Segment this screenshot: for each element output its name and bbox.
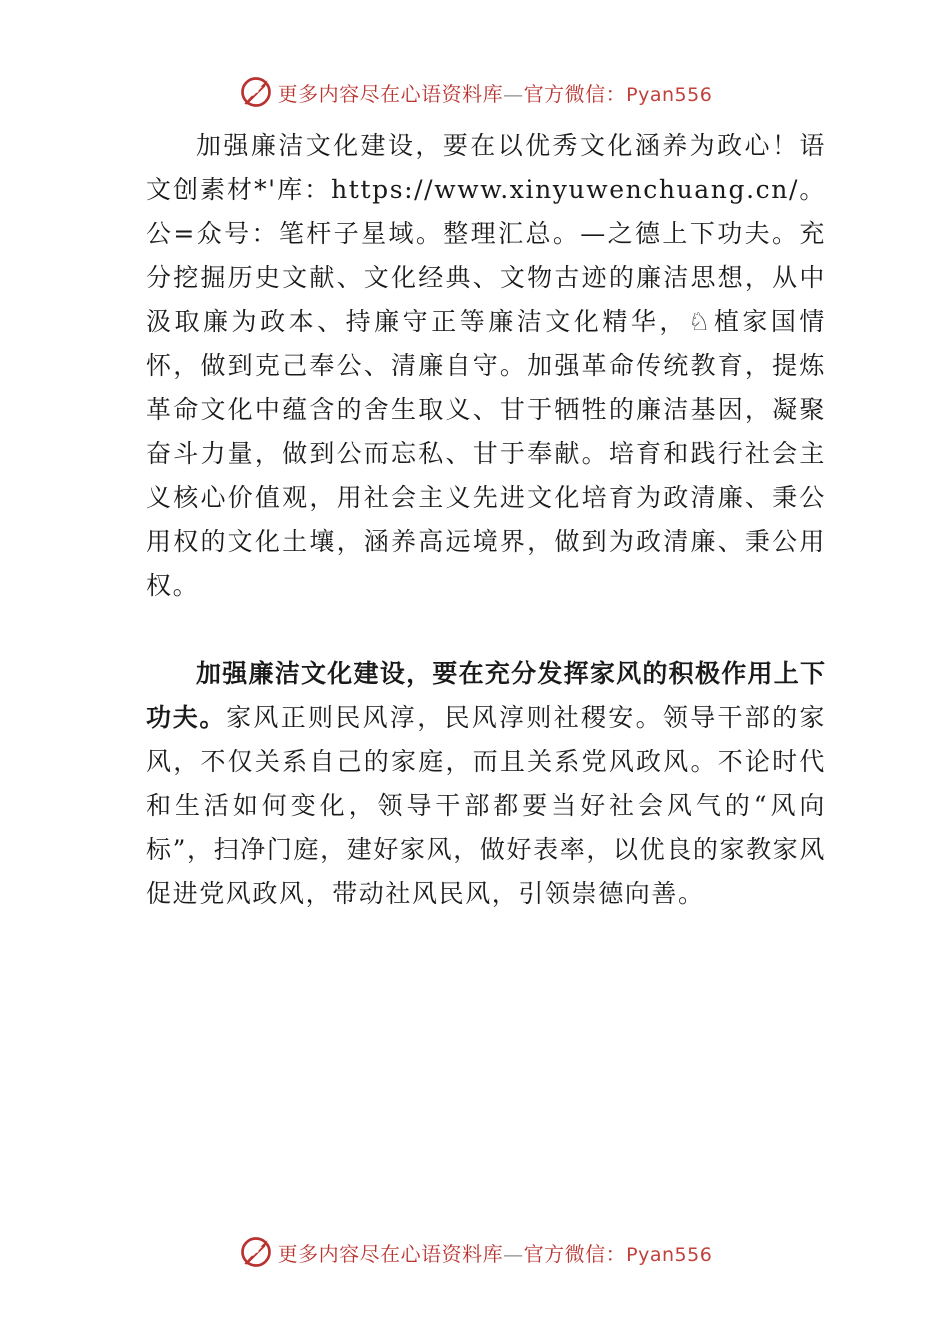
footer-banner xyxy=(0,1232,950,1272)
pen-nib-logo-icon xyxy=(238,1234,274,1270)
header-wechat-id: Pyan556 xyxy=(626,83,713,106)
document-body xyxy=(146,124,826,916)
paragraph-2-lead: 加强廉洁文化建设，要在充分发挥家风的积极作用上下功夫。 xyxy=(146,659,826,732)
header-banner-text: 更多内容尽在心语资料库—官方微信：Pyan556 xyxy=(277,81,713,106)
header-banner xyxy=(0,72,950,112)
pen-nib-logo-icon xyxy=(238,74,274,110)
paragraph-2 xyxy=(146,652,826,916)
footer-banner-text: 更多内容尽在心语资料库—官方微信：Pyan556 xyxy=(277,1241,713,1266)
paragraph-2-text: 家风正则民风淳，民风淳则社稷安。领导干部的家风，不仅关系自己的家庭，而且关系党风政风。不论时代和生活如何变化，领导干部都要当好社会风气的“风向标”，扫净门庭，建好家风，做好表率，以优良的家教家风促进党风政风，带动社风民风，引领崇德向善。 xyxy=(146,703,826,908)
footer-wechat-id: Pyan556 xyxy=(626,1243,713,1266)
paragraph-1: 加强廉洁文化建设，要在以优秀文化涵养为政心！语文创素材*'库：https://www.xinyuwenchuang.cn/。公=众号：笔杆子星域。整理汇总。—之德上下功夫。充分挖掘历史文献、文化经典、文物古迹的廉洁思想，从中汲取廉为政本、持廉守正等廉洁文化精华，♘植家国情怀，做到克己奉公、清廉自守。加强革命传统教育，提炼革命文化中蕴含的舍生取义、甘于牺牲的廉洁基因，凝聚奋斗力量，做到公而忘私、甘于奉献。培育和践行社会主义核心价值观，用社会主义先进文化培育为政清廉、秉公用权的文化土壤，涵养高远境界，做到为政清廉、秉公用权。 xyxy=(146,131,826,600)
